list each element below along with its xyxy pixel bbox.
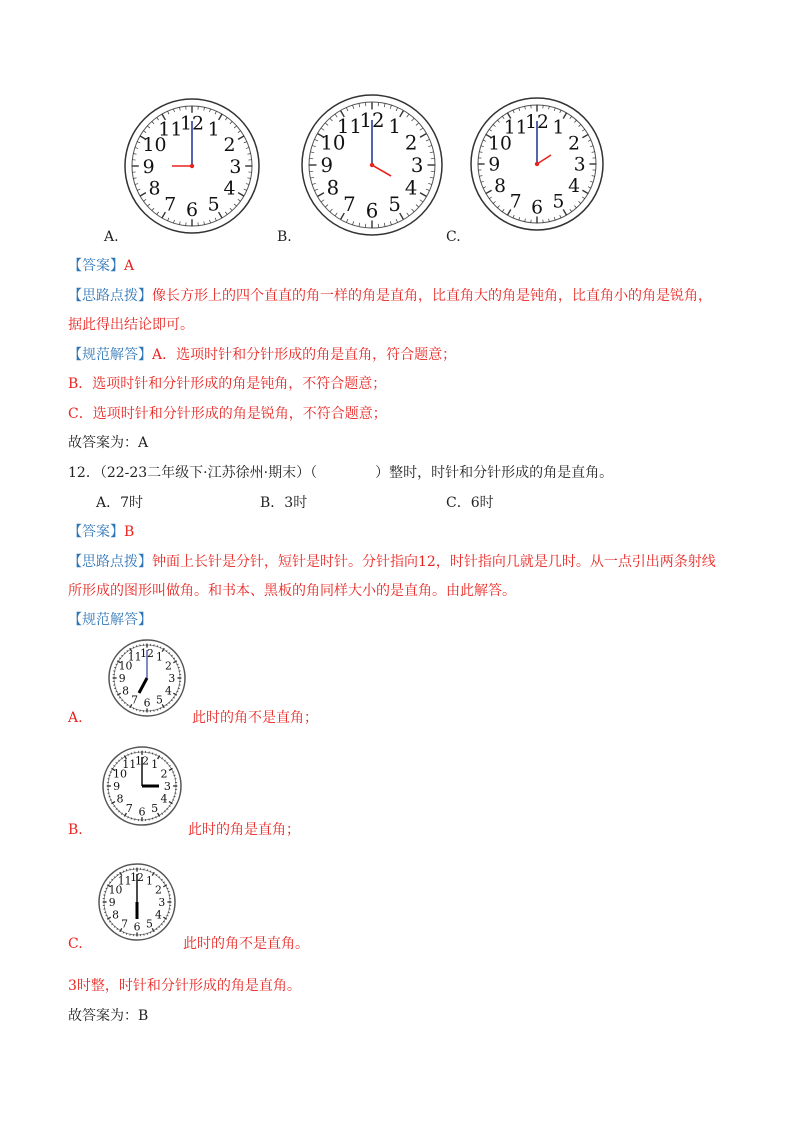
clock-number: 2 bbox=[165, 659, 172, 673]
q11-option-b-label: B. bbox=[277, 229, 292, 245]
clock-number: 7 bbox=[131, 693, 139, 707]
clock-number: 1 bbox=[151, 757, 159, 771]
answer-tag: 【答案】 bbox=[68, 524, 124, 540]
clock-number: 1 bbox=[552, 117, 565, 139]
clock-number: 9 bbox=[488, 154, 501, 176]
clock-number: 3 bbox=[163, 779, 171, 793]
q11-answer-line bbox=[68, 256, 134, 276]
clock-number: 6 bbox=[138, 805, 146, 819]
q11-solution-line2: B．选项时针和分针形成的角是钝角，不符合题意； bbox=[68, 376, 387, 392]
clock-number: 2 bbox=[404, 131, 418, 155]
q12-item-a-label: A. bbox=[68, 710, 83, 726]
q11-option-c-label: C. bbox=[446, 229, 461, 245]
clock-number: 10 bbox=[142, 134, 167, 157]
clock-six bbox=[97, 862, 177, 942]
clock-number: 4 bbox=[404, 176, 418, 200]
clock-number: 6 bbox=[365, 199, 379, 223]
hint-text: 像长方形上的四个直直的角一样的角是直角，比直角大的角是钝角，比直角小的角是锐角， bbox=[152, 288, 712, 304]
clock-number: 12 bbox=[140, 647, 154, 661]
clock-option-a bbox=[122, 96, 262, 236]
clock-number: 2 bbox=[160, 767, 168, 781]
answer-value: B bbox=[124, 524, 135, 540]
clock-number: 3 bbox=[168, 671, 176, 685]
hint-text: 钟面上长针是分针，短针是时针。分针指向12，时针指向几就是几时。从一点引出两条射线 bbox=[152, 554, 716, 570]
clock-number: 5 bbox=[207, 193, 220, 216]
clock-number: 5 bbox=[155, 693, 163, 707]
clock-number: 8 bbox=[148, 177, 161, 200]
clock-number: 8 bbox=[122, 684, 129, 698]
clock-number: 5 bbox=[388, 193, 401, 217]
hint-tag: 【思路点拨】 bbox=[68, 288, 152, 304]
q11-option-a-label: A. bbox=[104, 229, 119, 245]
clock-number: 3 bbox=[229, 155, 242, 178]
q12-hint-line1 bbox=[68, 552, 716, 572]
clock-number: 4 bbox=[155, 908, 162, 922]
clock-number: 2 bbox=[568, 133, 580, 155]
clock-number: 10 bbox=[108, 883, 123, 897]
clock-number: 1 bbox=[145, 874, 153, 888]
q12-option-c: C．6时 bbox=[446, 495, 494, 511]
q11-solution-line3: C．选项时针和分针形成的角是锐角，不符合题意； bbox=[68, 406, 387, 422]
clock-number: 3 bbox=[158, 895, 166, 909]
q12-stem-suffix: ）整时，时针和分针形成的角是直角。 bbox=[375, 465, 614, 481]
clock-number: 6 bbox=[143, 696, 151, 710]
clock-number: 12 bbox=[179, 112, 205, 135]
clock-number: 11 bbox=[503, 117, 528, 139]
clock-number: 7 bbox=[125, 801, 133, 815]
clock-option-c bbox=[468, 95, 606, 233]
clock-number: 10 bbox=[488, 133, 512, 155]
q12-stem bbox=[68, 463, 613, 483]
q12-stem-prefix: 12．（22-23二年级下·江苏徐州·期末）（ bbox=[68, 465, 318, 481]
clock-number: 8 bbox=[326, 176, 340, 200]
clock-number: 6 bbox=[133, 920, 141, 934]
clock-number: 1 bbox=[155, 650, 163, 664]
answer-tag: 【答案】 bbox=[68, 258, 124, 274]
q11-solution-line1 bbox=[68, 345, 456, 365]
clock-number: 11 bbox=[127, 650, 142, 664]
clock-option-b bbox=[299, 92, 445, 238]
q12-hint-line2: 所形成的图形叫做角。和书本、黑板的角同样大小的是直角。由此解答。 bbox=[68, 583, 516, 599]
clock-number: 4 bbox=[568, 176, 580, 198]
clock-number: 12 bbox=[525, 111, 549, 133]
clock-number: 7 bbox=[121, 917, 129, 931]
clock-number: 11 bbox=[158, 118, 183, 141]
q12-item-c-label: C. bbox=[68, 936, 83, 952]
solution-text: A．选项时针和分针形成的角是直角，符合题意； bbox=[152, 347, 457, 363]
clock-number: 11 bbox=[117, 874, 132, 888]
clock-number: 6 bbox=[185, 199, 199, 222]
clock-number: 5 bbox=[145, 917, 153, 931]
clock-number: 11 bbox=[122, 757, 137, 771]
clock-number: 9 bbox=[113, 779, 121, 793]
q12-option-a: A．7时 bbox=[96, 495, 144, 511]
clock-number: 7 bbox=[343, 193, 356, 217]
q12-item-b-note: 此时的角是直角； bbox=[188, 822, 300, 838]
q11-hint-line1 bbox=[68, 286, 712, 306]
clock-number: 8 bbox=[112, 908, 119, 922]
clock-number: 10 bbox=[320, 131, 346, 155]
clock-number: 8 bbox=[116, 792, 124, 806]
clock-number: 12 bbox=[130, 871, 144, 885]
clock-number: 4 bbox=[165, 684, 172, 698]
clock-number: 9 bbox=[142, 155, 155, 178]
q12-summary: 3时整，时针和分针形成的角是直角。 bbox=[68, 978, 301, 994]
clock-number: 1 bbox=[207, 118, 220, 141]
clock-number: 7 bbox=[509, 191, 522, 213]
clock-number: 9 bbox=[320, 154, 334, 178]
clock-number: 5 bbox=[151, 801, 159, 815]
q12-item-a-note: 此时的角不是直角； bbox=[192, 710, 318, 726]
clock-number: 12 bbox=[134, 754, 150, 768]
q12-answer-line bbox=[68, 522, 134, 542]
q11-hint-line2: 据此得出结论即可。 bbox=[68, 317, 194, 333]
q12-solution-tag: 【规范解答】 bbox=[68, 612, 152, 628]
clock-seven bbox=[107, 638, 187, 718]
clock-number: 10 bbox=[118, 659, 133, 673]
clock-number: 9 bbox=[108, 895, 116, 909]
clock-number: 4 bbox=[160, 792, 168, 806]
q12-item-b-label: B. bbox=[68, 822, 83, 838]
solution-tag: 【规范解答】 bbox=[68, 347, 152, 363]
clock-number: 10 bbox=[112, 767, 128, 781]
clock-number: 11 bbox=[336, 114, 362, 138]
clock-number: 8 bbox=[494, 176, 506, 198]
q12-option-b: B．3时 bbox=[260, 495, 308, 511]
clock-three bbox=[101, 745, 183, 827]
clock-number: 3 bbox=[573, 154, 586, 176]
clock-number: 2 bbox=[155, 883, 162, 897]
clock-number: 4 bbox=[223, 177, 236, 200]
answer-value: A bbox=[124, 258, 135, 274]
clock-number: 12 bbox=[359, 108, 385, 132]
clock-number: 3 bbox=[410, 154, 424, 178]
q12-conclusion: 故答案为：B bbox=[68, 1008, 149, 1024]
q11-conclusion: 故答案为：A bbox=[68, 435, 149, 451]
hint-tag: 【思路点拨】 bbox=[68, 554, 152, 570]
q12-item-c-note: 此时的角不是直角。 bbox=[183, 936, 309, 952]
clock-number: 6 bbox=[531, 197, 543, 219]
clock-number: 1 bbox=[388, 114, 401, 138]
clock-number: 2 bbox=[223, 134, 236, 157]
clock-number: 7 bbox=[164, 193, 177, 216]
clock-number: 9 bbox=[118, 671, 126, 685]
clock-number: 5 bbox=[552, 191, 565, 213]
